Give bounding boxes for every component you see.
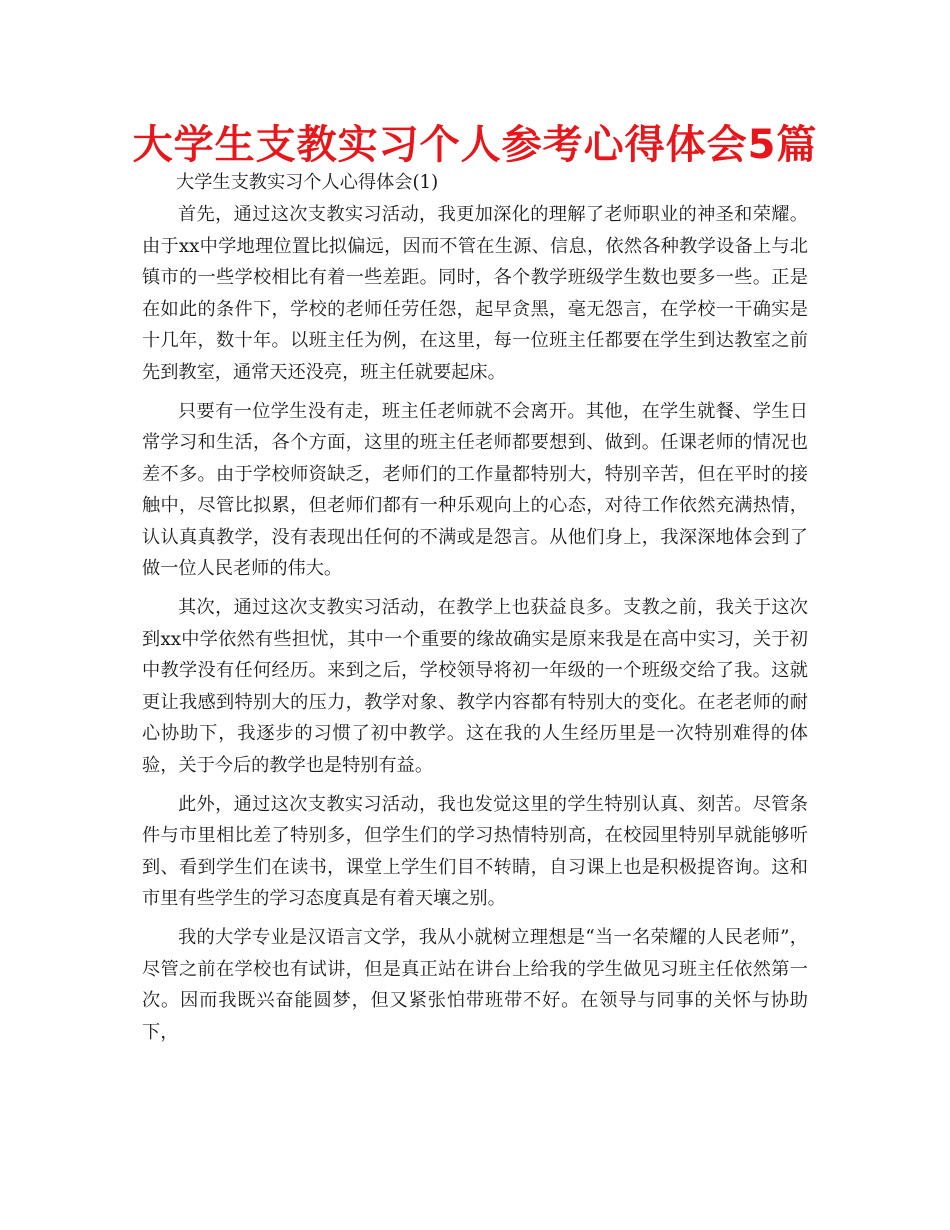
document-body bbox=[142, 167, 808, 1056]
paragraph: 首先，通过这次支教实习活动，我更加深化的理解了老师职业的神圣和荣耀。由于xx中学地理位置比拟偏远，因而不管在生源、信息，依然各种教学设备上与北镇市的一些学校相比有着一些差距。同时，各个教学班级学生数也要多一些。正是在如此的条件下，学校的老师任劳任怨，起早贪黑，毫无怨言，在学校一干确实是十几年，数十年。以班主任为例，在这里，每一位班主任都要在学生到达教室之前先到教室，通常天还没亮，班主任就要起床。 bbox=[142, 204, 808, 383]
paragraph: 我的大学专业是汉语言文学，我从小就树立理想是“当一名荣耀的人民老师”，尽管之前在学校也有试讲，但是真正站在讲台上给我的学生做见习班主任依然第一次。因而我既兴奋能圆梦，但又紧张怕带班带不好。在领导与同事的关怀与协助下， bbox=[142, 927, 808, 1043]
paragraph: 此外，通过这次支教实习活动，我也发觉这里的学生特别认真、刻苦。尽管条件与市里相比差了特别多，但学生们的学习热情特别高，在校园里特别早就能够听到、看到学生们在读书，课堂上学生们目不转睛，自习课上也是积极提咨询。这和市里有些学生的学习态度真是有着天壤之别。 bbox=[142, 793, 808, 909]
paragraph: 其次，通过这次支教实习活动，在教学上也获益良多。支教之前，我关于这次到xx中学依然有些担忧，其中一个重要的缘故确实是原来我是在高中实习，关于初中教学没有任何经历。来到之后，学校领导将初一年级的一个班级交给了我。这就更让我感到特别大的压力，教学对象、教学内容都有特别大的变化。在老老师的耐心协助下，我逐步的习惯了初中教学。这在我的人生经历里是一次特别难得的体验，关于今后的教学也是特别有益。 bbox=[142, 597, 808, 776]
section-subtitle: 大学生支教实习个人心得体会(1) bbox=[176, 172, 439, 193]
paragraph: 只要有一位学生没有走，班主任老师就不会离开。其他，在学生就餐、学生日常学习和生活，各个方面，这里的班主任老师都要想到、做到。任课老师的情况也差不多。由于学校师资缺乏，老师们的工作量都特别大，特别辛苦，但在平时的接触中，尽管比拟累，但老师们都有一种乐观向上的心态，对待工作依然充满热情，认认真真教学，没有表现出任何的不满或是怨言。从他们身上，我深深地体会到了做一位人民老师的伟大。 bbox=[142, 400, 808, 579]
document-title: 大学生支教实习个人参考心得体会5篇 bbox=[132, 122, 818, 168]
